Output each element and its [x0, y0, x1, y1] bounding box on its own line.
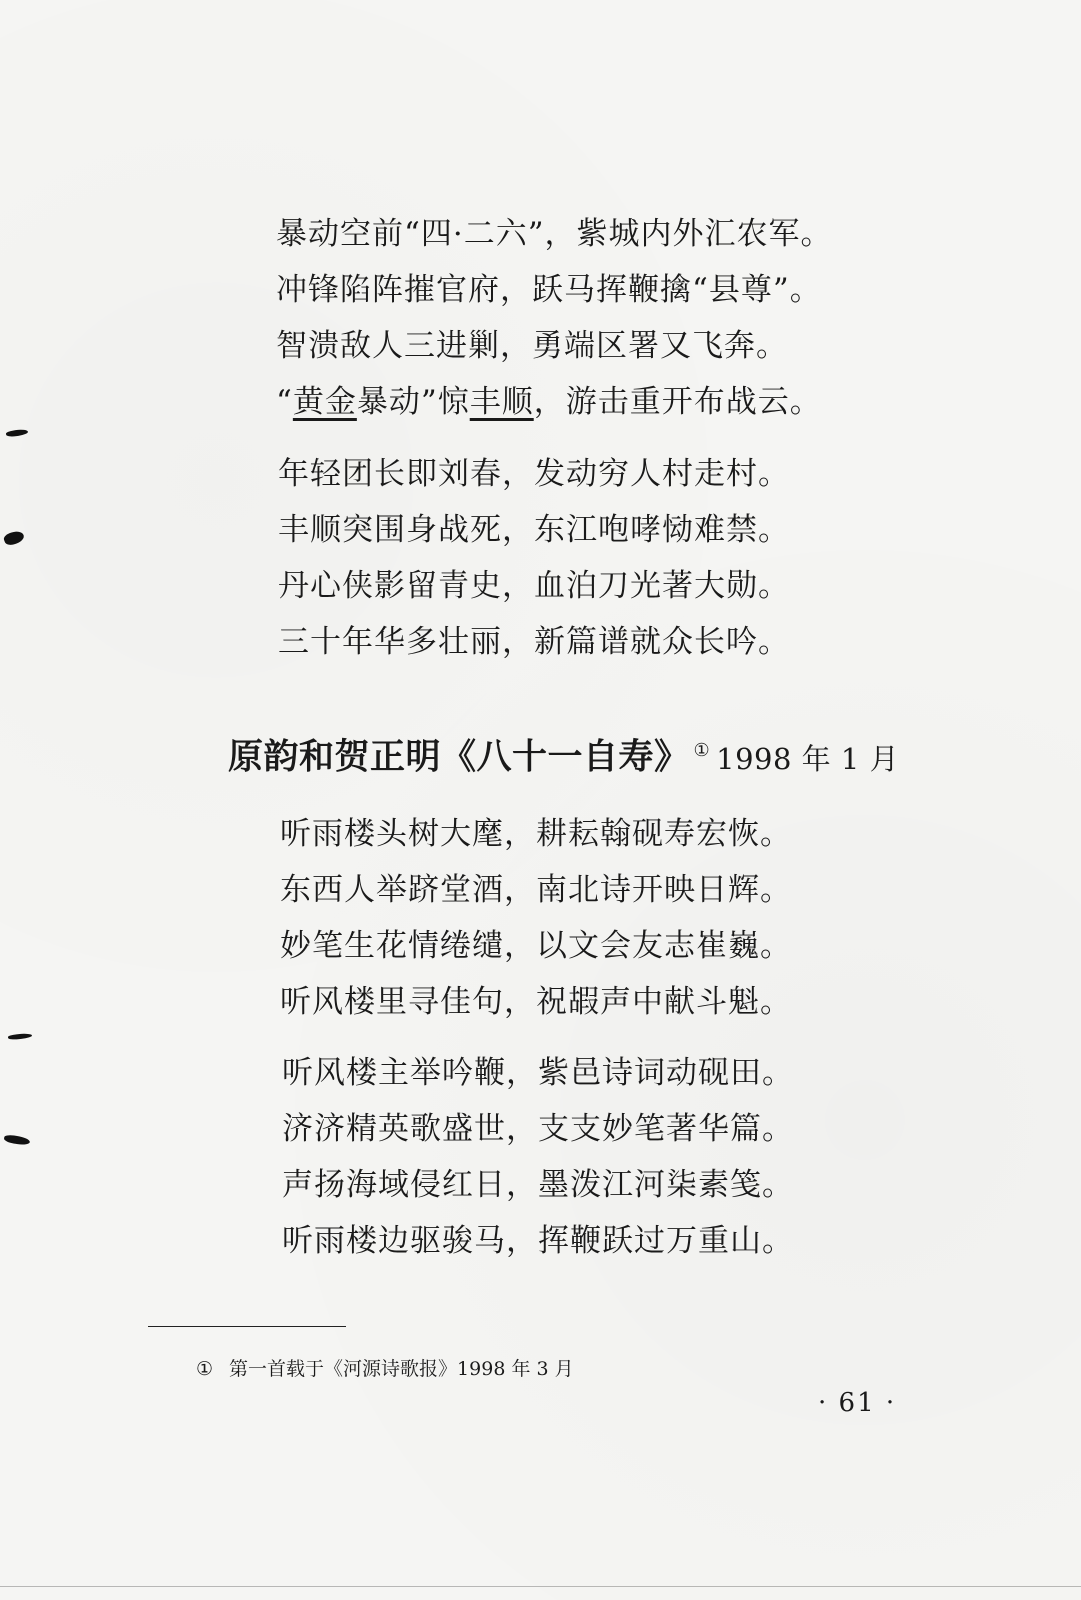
poem-title-text: 原韵和贺正明《八十一自寿》: [228, 737, 690, 778]
poem-line: 东西人举跻堂酒，南北诗开映日辉。: [280, 872, 792, 908]
poem-line: 听风楼里寻佳句，祝嘏声中献斗魁。: [280, 984, 792, 1020]
poem-line: 听风楼主举吟鞭，紫邑诗词动砚田。: [282, 1055, 794, 1091]
poem-date: 1998 年 1 月: [716, 741, 900, 776]
line-text: ，游击重开布战云。: [533, 384, 822, 420]
footnote-reference: ①: [693, 740, 711, 761]
scan-speck: [8, 1033, 32, 1040]
poem-line: 济济精英歌盛世，支支妙笔著华篇。: [282, 1111, 794, 1147]
poem-title: [228, 726, 899, 784]
poem-line: 丹心侠影留青史，血泊刀光著大勋。: [278, 568, 790, 604]
footnote-text: 第一首载于《河源诗歌报》1998 年 3 月: [229, 1358, 574, 1380]
poem-line: 年轻团长即刘春，发动穷人村走村。: [278, 456, 790, 492]
footnote-divider: [148, 1326, 346, 1327]
poem2-stanza2: [282, 1045, 794, 1269]
scan-speck: [6, 428, 29, 437]
poem2-stanza1: [280, 806, 792, 1030]
poem-line: 声扬海域侵红日，墨泼江河柒素笺。: [282, 1167, 794, 1203]
poem-line: 三十年华多壮丽，新篇谱就众长吟。: [278, 624, 790, 660]
poem-line: [276, 374, 833, 430]
scan-edge: [0, 1586, 1081, 1587]
poem-line: 暴动空前“四·二六”，紫城内外汇农军。: [276, 216, 833, 252]
open-quote: “: [276, 384, 293, 420]
poem-line: 听雨楼边驱骏马，挥鞭跃过万重山。: [282, 1223, 794, 1259]
poem-line: 智溃敌人三进剿，勇端区署又飞奔。: [276, 328, 788, 364]
poem-line: 丰顺突围身战死，东江咆哮恸难禁。: [278, 512, 790, 548]
footnote-mark: ①: [196, 1358, 214, 1380]
page-number: · 61 ·: [818, 1388, 897, 1418]
footnote: [196, 1354, 574, 1381]
scan-speck: [4, 1134, 31, 1146]
poem-line: 妙笔生花情绻缱，以文会友志崔巍。: [280, 928, 792, 964]
poem-line: 冲锋陷阵摧官府，跃马挥鞭擒“县尊”。: [276, 272, 822, 308]
poem1-stanza2: [278, 446, 790, 670]
underlined-place-name: 黄金: [292, 384, 357, 420]
poem-line: 听雨楼头树大麾，耕耘翰砚寿宏恢。: [280, 816, 792, 852]
line-text: 暴动”惊: [356, 384, 470, 420]
poem1-stanza1: [276, 206, 833, 430]
scan-speck: [3, 529, 26, 547]
underlined-place-name: 丰顺: [469, 384, 534, 420]
